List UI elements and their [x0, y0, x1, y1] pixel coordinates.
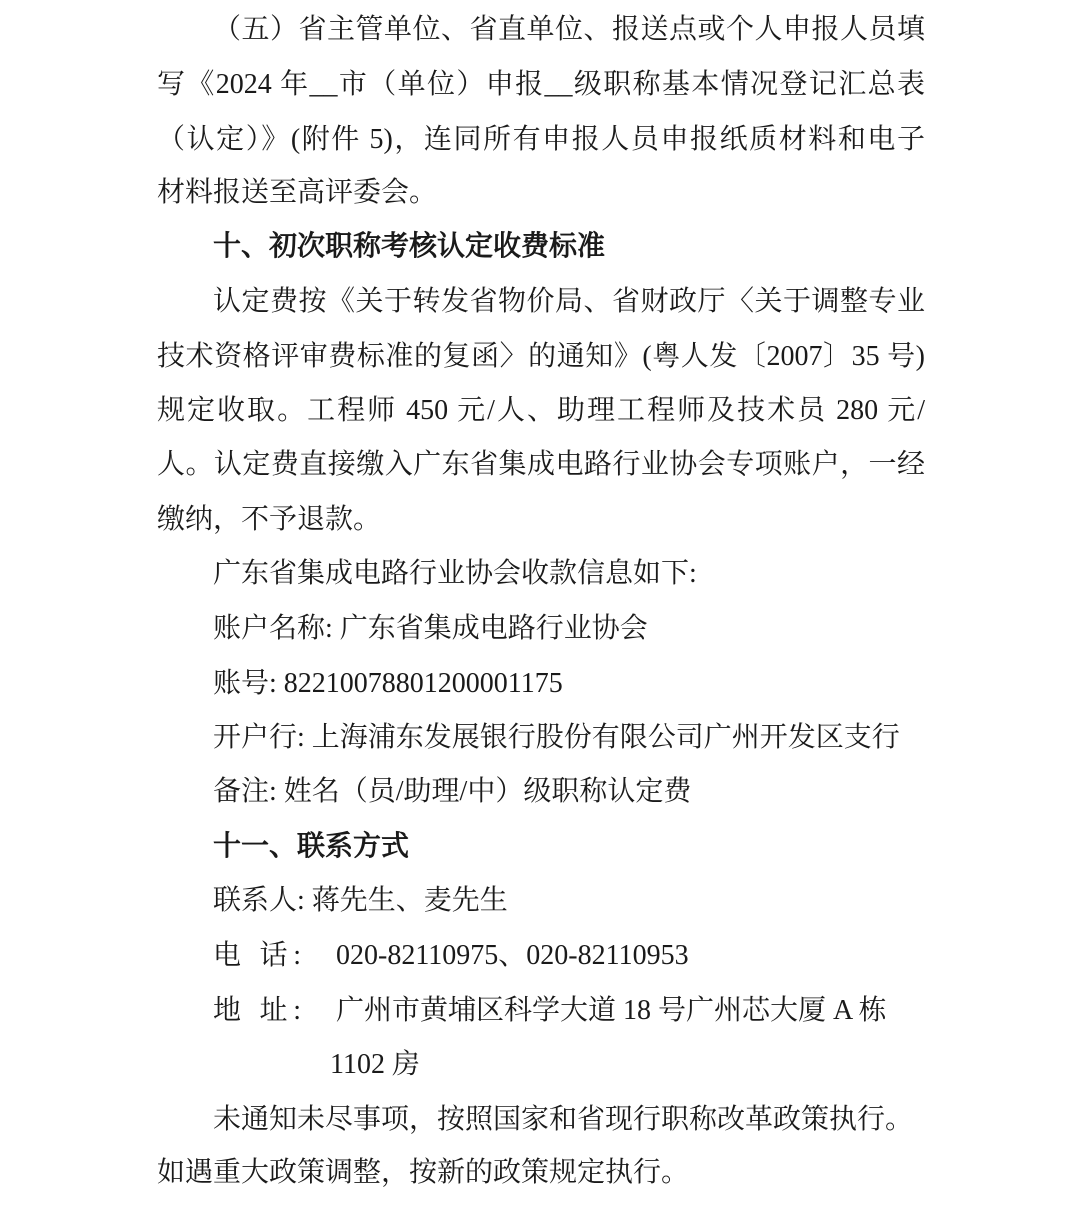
contact-person: 联系人: 蒋先生、麦先生: [213, 885, 508, 916]
phone-label: 电 话:: [213, 940, 301, 971]
para5-line: （五）省主管单位、省直单位、报送点或个人申报人员填: [213, 14, 925, 45]
address-continued: 1102 房: [330, 1049, 420, 1080]
phone-value: 020-82110975、020-82110953: [336, 940, 689, 971]
address-label: 地 址:: [213, 995, 301, 1026]
contact-address-row: [213, 991, 925, 1031]
para5-line: 写《2024 年__市（单位）申报__级职称基本情况登记汇总表: [157, 69, 925, 100]
section-10-heading: 十、初次职称考核认定收费标准: [213, 231, 606, 262]
fee-line: 规定收取。工程师 450 元/人、助理工程师及技术员 280 元/: [157, 395, 925, 426]
closing-line: 未通知未尽事项，按照国家和省现行职称改革政策执行。: [213, 1104, 914, 1135]
address-value: 广州市黄埔区科学大道 18 号广州芯大厦 A 栋: [336, 995, 887, 1026]
para5-line: （认定）》(附件 5)，连同所有申报人员申报纸质材料和电子: [157, 124, 925, 155]
closing-line: 如遇重大政策调整，按新的政策规定执行。: [157, 1157, 690, 1188]
account-number: 账号: 82210078801200001175: [213, 668, 563, 699]
payment-note: 备注: 姓名（员/助理/中）级职称认定费: [213, 776, 692, 807]
fee-line: 人。认定费直接缴入广东省集成电路行业协会专项账户，一经: [157, 449, 925, 480]
fee-line: 认定费按《关于转发省物价局、省财政厅〈关于调整专业: [213, 286, 925, 317]
fee-line: 缴纳，不予退款。: [157, 504, 382, 535]
section-11-heading: 十一、联系方式: [213, 831, 410, 862]
contact-phone-row: [213, 936, 925, 976]
para5-line: 材料报送至高评委会。: [157, 177, 438, 208]
payment-intro: 广东省集成电路行业协会收款信息如下:: [213, 558, 697, 589]
bank-name: 开户行: 上海浦东发展银行股份有限公司广州开发区支行: [213, 722, 900, 753]
account-name: 账户名称: 广东省集成电路行业协会: [213, 613, 648, 644]
fee-line: 技术资格评审费标准的复函〉的通知》(粤人发〔2007〕35 号): [157, 341, 925, 372]
